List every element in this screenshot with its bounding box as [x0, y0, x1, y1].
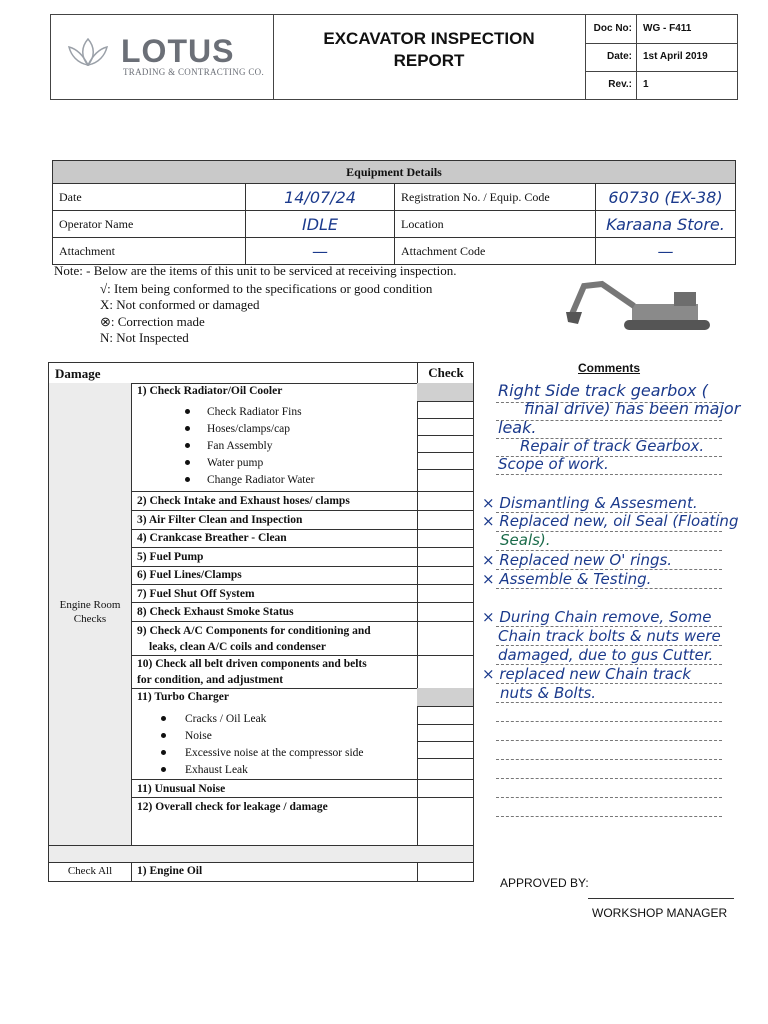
- item-overall-leakage: 12) Overall check for leakage / damage: [137, 801, 328, 813]
- item-unusual-noise: 11) Unusual Noise: [137, 783, 226, 795]
- bullet: [161, 750, 166, 755]
- sub-radiator-water: Change Radiator Water: [207, 474, 315, 486]
- comment-line: leak.: [498, 418, 537, 437]
- doc-no-label: Doc No:: [585, 15, 637, 43]
- signature-line: [588, 898, 734, 899]
- sub-radiator-fins: Check Radiator Fins: [207, 406, 302, 418]
- check-column-header: Check: [417, 363, 474, 383]
- bullet: [185, 409, 190, 414]
- item-fuel-shutoff: 7) Fuel Shut Off System: [137, 588, 255, 600]
- comment-line: × During Chain remove, Some: [482, 608, 712, 626]
- workshop-manager-label: WORKSHOP MANAGER: [592, 906, 728, 920]
- operator-label: Operator Name: [53, 211, 246, 238]
- document-header: [50, 14, 738, 100]
- checklist-header-row: [49, 363, 473, 384]
- sub-water-pump: Water pump: [207, 457, 264, 469]
- attachment-code-label: Attachment Code: [395, 238, 596, 265]
- title-block: [273, 15, 586, 99]
- item-fuel-pump: 5) Fuel Pump: [137, 551, 204, 563]
- comment-line: × Dismantling & Assesment.: [482, 494, 698, 512]
- comment-line: nuts & Bolts.: [500, 684, 597, 702]
- location-value: Karaana Store.: [596, 211, 736, 238]
- bullet: [185, 443, 190, 448]
- logo-text: LOTUS: [121, 33, 235, 69]
- legend-conformed: √: Item being conformed to the specifications or good condition: [100, 281, 433, 296]
- sub-cracks-oil-leak: Cracks / Oil Leak: [185, 713, 267, 725]
- sub-compressor-noise: Excessive noise at the compressor side: [185, 747, 364, 759]
- doc-no-value: WG - F411: [643, 23, 692, 34]
- lotus-flower-icon: [63, 35, 113, 69]
- date-value: 14/07/24: [246, 184, 395, 211]
- check-box-radiator-header: [417, 383, 473, 401]
- note-intro: Note: - Below are the items of this unit to be serviced at receiving inspection.: [54, 263, 457, 278]
- legend-correction: ⊗: Correction made: [100, 314, 205, 329]
- registration-value: 60730 (EX-38): [596, 184, 736, 211]
- logo-subtext: TRADING & CONTRACTING CO.: [123, 67, 264, 77]
- report-title-line2: REPORT: [393, 51, 465, 70]
- bullet: [185, 460, 190, 465]
- item-radiator: 1) Check Radiator/Oil Cooler: [137, 385, 283, 397]
- equipment-details-heading: Equipment Details: [53, 161, 736, 184]
- spacer-row: [49, 846, 473, 863]
- comment-line: Repair of track Gearbox.: [520, 437, 705, 455]
- operator-value: IDLE: [246, 211, 395, 238]
- bullet: [185, 426, 190, 431]
- registration-label: Registration No. / Equip. Code: [395, 184, 596, 211]
- logo-block: [51, 15, 274, 99]
- item-ac-components-cont: leaks, clean A/C coils and condenser: [149, 641, 326, 653]
- doc-rev-row: [585, 71, 737, 99]
- comment-line: × Replaced new O' rings.: [482, 551, 673, 569]
- item-belts: 10) Check all belt driven components and belts: [137, 658, 367, 670]
- legend-not-inspected: N: Not Inspected: [100, 330, 189, 345]
- sub-exhaust-leak: Exhaust Leak: [185, 764, 248, 776]
- checks-label: Checks: [73, 613, 107, 625]
- engine-room-label: Engine Room: [59, 599, 121, 611]
- item-air-filter: 3) Air Filter Clean and Inspection: [137, 514, 303, 526]
- comment-line: damaged, due to gus Cutter.: [498, 646, 714, 664]
- item-intake-exhaust: 2) Check Intake and Exhaust hoses/ clamps: [137, 495, 350, 507]
- doc-date-label: Date:: [585, 43, 637, 71]
- item-engine-oil: 1) Engine Oil: [137, 865, 203, 877]
- check-box-turbo-header: [417, 688, 473, 706]
- sub-fan-assembly: Fan Assembly: [207, 440, 273, 452]
- bullet: [161, 716, 166, 721]
- sub-hoses: Hoses/clamps/cap: [207, 423, 291, 435]
- attachment-value: —: [246, 238, 395, 265]
- equipment-details-table: [52, 160, 736, 265]
- doc-no-row: [585, 15, 737, 44]
- approved-by-label: APPROVED BY:: [500, 876, 589, 890]
- doc-date-row: [585, 43, 737, 72]
- bullet: [161, 733, 166, 738]
- attachment-code-value: —: [596, 238, 736, 265]
- item-fuel-lines: 6) Fuel Lines/Clamps: [137, 569, 242, 581]
- date-label: Date: [53, 184, 246, 211]
- item-belts-cont: for condition, and adjustment: [137, 674, 284, 686]
- comment-line: Seals).: [500, 531, 551, 549]
- comment-line: Chain track bolts & nuts were: [498, 627, 721, 645]
- doc-rev-value: 1: [643, 79, 649, 90]
- comment-line: × Replaced new, oil Seal (Floating: [482, 512, 739, 530]
- comment-line: × Assemble & Testing.: [482, 570, 652, 588]
- doc-rev-label: Rev.:: [585, 71, 637, 99]
- report-title-line1: EXCAVATOR INSPECTION: [323, 29, 535, 48]
- bullet: [161, 767, 166, 772]
- check-all-label: Check All: [49, 862, 132, 881]
- location-label: Location: [395, 211, 596, 238]
- comment-line: final drive) has been major: [524, 399, 741, 418]
- attachment-label: Attachment: [53, 238, 246, 265]
- item-turbo-charger: 11) Turbo Charger: [137, 691, 230, 703]
- item-ac-components: 9) Check A/C Components for conditioning and: [137, 625, 371, 637]
- damage-column-header: Damage: [55, 366, 101, 381]
- item-exhaust-smoke: 8) Check Exhaust Smoke Status: [137, 606, 294, 618]
- comment-line: Scope of work.: [498, 455, 609, 473]
- bullet: [185, 477, 190, 482]
- checklist-table: [48, 362, 474, 882]
- sub-noise: Noise: [185, 730, 212, 742]
- comment-line: Right Side track gearbox (: [498, 381, 708, 400]
- doc-date-value: 1st April 2019: [643, 51, 708, 62]
- item-crankcase-breather: 4) Crankcase Breather - Clean: [137, 532, 287, 544]
- comment-line: × replaced new Chain track: [482, 665, 691, 683]
- excavator-icon: [562, 276, 718, 334]
- legend-not-conformed: X: Not conformed or damaged: [100, 297, 260, 312]
- comments-heading: Comments: [578, 361, 641, 375]
